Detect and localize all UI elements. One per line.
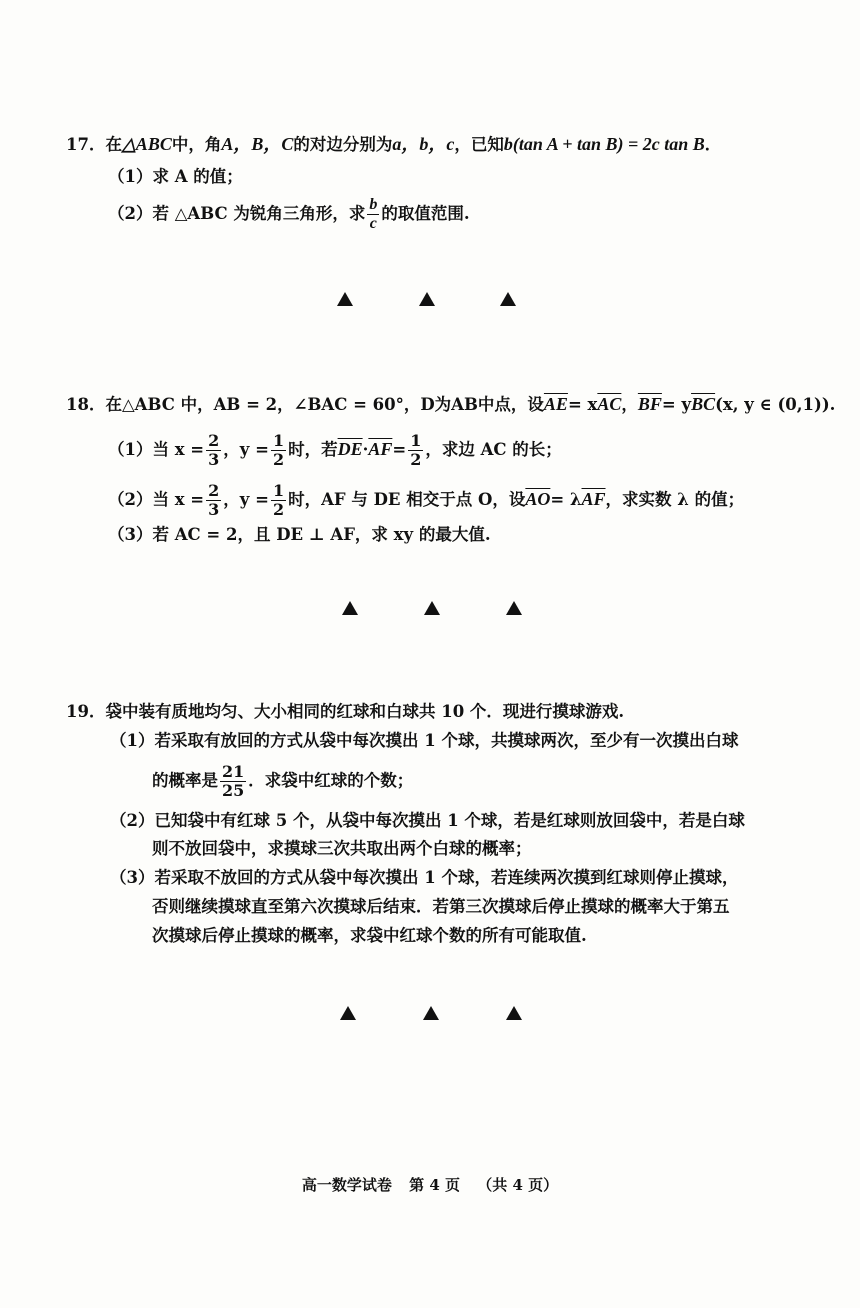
triangle-marker	[506, 1006, 522, 1020]
q18-part2-text: = λ	[550, 490, 582, 509]
page-footer	[0, 1174, 860, 1195]
triangle-marker	[424, 601, 440, 615]
vector-bf: $\overline{BF}$	[637, 394, 662, 414]
fraction	[206, 432, 221, 469]
vector-af: $\overline{AF}$	[581, 489, 606, 509]
fraction-numerator: 2	[208, 431, 220, 450]
q17-part2-text: （2）若 △ABC 为锐角三角形，求	[108, 204, 366, 223]
q19-part3-line3: 次摸球后停止摸球的概率，求袋中红球个数的所有可能取值.	[152, 926, 587, 945]
q18-text: 在△ABC 中，AB = 2，∠BAC = 60°，D为AB中点，设	[105, 395, 544, 414]
q17-formula: b(tan A + tan B) = 2c tan B	[503, 134, 705, 154]
fraction-denominator: 3	[208, 450, 220, 469]
fraction-numerator: 1	[272, 431, 285, 450]
q17-text: ，已知	[454, 135, 504, 154]
q18-part2-text: 时，AF 与 DE 相交于点 O，设	[288, 490, 526, 509]
fraction-denominator: 2	[272, 500, 285, 519]
fraction-denominator: 2	[410, 450, 422, 469]
footer-title: 高一数学试卷	[301, 1176, 392, 1194]
vector-ac: $\overline{AC}$	[597, 394, 622, 414]
vector-de: $\overline{DE}$	[337, 439, 363, 459]
q17-number: 17．	[66, 135, 106, 154]
q17-part2	[108, 196, 470, 233]
q17-triangle: △ABC	[121, 134, 172, 154]
q17-fraction	[367, 196, 379, 233]
q18-part2	[108, 482, 744, 519]
q18-part2-text: （2）当 x =	[108, 490, 205, 509]
q19-part2-line1: （2）已知袋中有红球 5 个，从袋中每次摸出 1 个球，若是红球则放回袋中，若是白球	[110, 811, 745, 830]
q17-text: 中，角	[171, 135, 222, 154]
q17-text: 的对边分别为	[293, 135, 393, 154]
vector-bc: $\overline{BC}$	[691, 394, 716, 414]
q19-stem	[66, 701, 624, 723]
q17-text: ．	[704, 135, 722, 154]
fraction	[206, 482, 221, 519]
vector-af: $\overline{AF}$	[368, 439, 393, 459]
q17-angles: A，B，C	[221, 134, 294, 154]
triangle-marker	[506, 601, 522, 615]
triangle-marker	[342, 601, 358, 615]
q18-part1	[108, 432, 562, 469]
q17-stem	[66, 133, 721, 156]
fraction-numerator: 1	[272, 481, 285, 500]
footer-page-number: 第 4 页	[409, 1176, 460, 1194]
triangle-marker	[419, 292, 435, 306]
fraction-numerator: b	[369, 196, 378, 213]
fraction-denominator: 2	[272, 450, 285, 469]
q18-number: 18．	[66, 395, 106, 414]
q19-part1-text: ．求袋中红球的个数；	[248, 771, 414, 790]
q19-part2-line2: 则不放回袋中，求摸球三次共取出两个白球的概率；	[152, 839, 532, 858]
dot-operator: ·	[362, 440, 369, 459]
q17-part1: （1）求 A 的值；	[108, 167, 243, 186]
triangle-marker	[500, 292, 516, 306]
q18-text: (x, y ∈ (0,1)).	[715, 395, 836, 414]
triangle-marker	[423, 1006, 439, 1020]
q19-part3-line2: 否则继续摸球直至第六次摸球后结束．若第三次摸球后停止摸球的概率大于第五	[152, 897, 730, 916]
q18-part1-text: ，y =	[223, 440, 269, 459]
fraction	[220, 763, 246, 800]
q18-part2-text: ，求实数 λ 的值；	[605, 490, 745, 509]
q19-part3-line1: （3）若采取不放回的方式从袋中每次摸出 1 个球，若连续两次摸到红球则停止摸球，	[110, 868, 739, 887]
vector-ae: $\overline{AE}$	[543, 394, 568, 414]
fraction	[408, 432, 423, 469]
q18-part1-text: （1）当 x =	[108, 440, 205, 459]
vector-ao: $\overline{AO}$	[525, 489, 551, 509]
fraction-denominator: c	[369, 215, 377, 232]
footer-total-pages: （共 4 页）	[477, 1176, 559, 1194]
q18-part1-text: ，求边 AC 的长；	[425, 440, 562, 459]
q18-text: = y	[661, 395, 692, 414]
q18-text: ，	[621, 395, 638, 414]
fraction-numerator: 1	[410, 431, 422, 450]
q18-part3: （3）若 AC = 2，且 DE ⊥ AF，求 xy 的最大值.	[108, 525, 491, 544]
fraction-denominator: 25	[222, 781, 245, 800]
q17-sides: a，b，c	[392, 134, 455, 154]
q18-stem	[66, 393, 835, 416]
fraction-numerator: 2	[208, 481, 220, 500]
q18-part1-text: 时，若	[288, 440, 338, 459]
triangle-marker	[340, 1006, 356, 1020]
fraction-denominator: 3	[208, 500, 220, 519]
q18-part1-text: =	[392, 440, 407, 459]
q19-number: 19．	[66, 702, 106, 721]
q19-part1-text: 的概率是	[152, 771, 218, 790]
q17-text: 在	[105, 135, 122, 154]
fraction	[271, 482, 286, 519]
q18-text: = x	[567, 395, 598, 414]
fraction-numerator: 21	[222, 762, 245, 781]
q19-part1-line1: （1）若采取有放回的方式从袋中每次摸出 1 个球，共摸球两次，至少有一次摸出白球	[110, 731, 739, 750]
q18-part2-text: ，y =	[223, 490, 269, 509]
q19-part1-line2	[152, 763, 413, 800]
fraction	[271, 432, 286, 469]
q17-part2-text: 的取值范围.	[381, 204, 470, 223]
q19-text: 袋中装有质地均匀、大小相同的红球和白球共 10 个．现进行摸球游戏.	[105, 702, 625, 721]
triangle-marker	[337, 292, 353, 306]
